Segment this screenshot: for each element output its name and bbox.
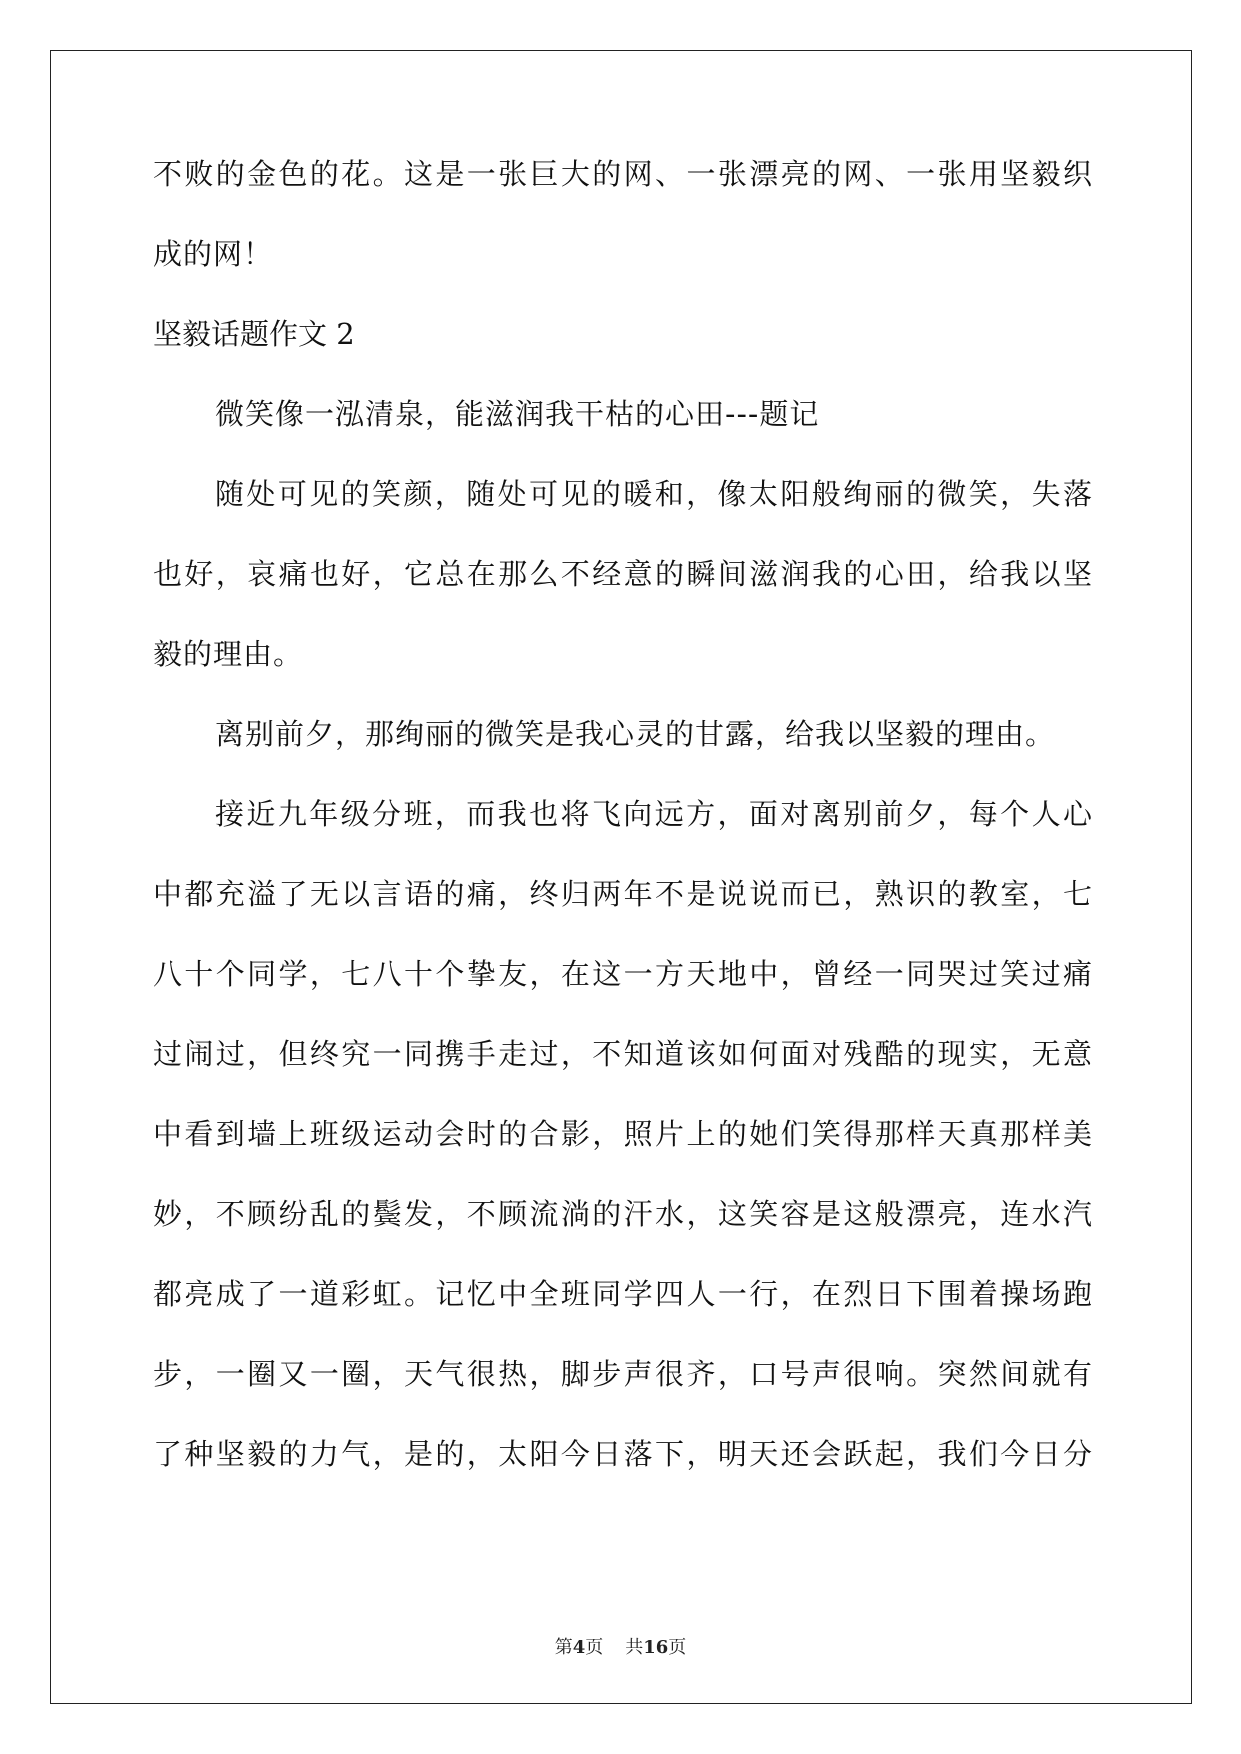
body-line-13: 中看到墙上班级运动会时的合影，照片上的她们笑得那样天真那样美 <box>153 1117 1093 1151</box>
body-line-10: 中都充溢了无以言语的痛，终归两年不是说说而已，熟识的教室，七 <box>153 877 1093 911</box>
body-line-7: 毅的理由。 <box>153 637 304 671</box>
body-line-14: 妙，不顾纷乱的鬓发，不顾流淌的汗水，这笑容是这般漂亮，连水汽 <box>153 1197 1093 1231</box>
section-heading: 坚毅话题作文 2 <box>153 317 355 351</box>
body-line-8: 离别前夕，那绚丽的微笑是我心灵的甘露，给我以坚毅的理由。 <box>215 717 1056 751</box>
body-line-5: 随处可见的笑颜，随处可见的暖和，像太阳般绚丽的微笑，失落 <box>215 477 1093 511</box>
epigraph-line: 微笑像一泓清泉，能滋润我干枯的心田---题记 <box>215 397 820 431</box>
footer-page-total: 16 <box>643 1637 669 1658</box>
body-line-2: 成的网！ <box>153 237 274 271</box>
footer-page-current: 4 <box>572 1637 586 1658</box>
body-line-1: 不败的金色的花。这是一张巨大的网、一张漂亮的网、一张用坚毅织 <box>153 157 1093 191</box>
footer-total-prefix: 共 <box>625 1637 644 1658</box>
footer-total-suffix: 页 <box>668 1637 687 1658</box>
body-line-15: 都亮成了一道彩虹。记忆中全班同学四人一行，在烈日下围着操场跑 <box>153 1277 1093 1311</box>
body-line-12: 过闹过，但终究一同携手走过，不知道该如何面对残酷的现实，无意 <box>153 1037 1093 1071</box>
page-footer <box>0 1636 1241 1660</box>
body-line-16: 步，一圈又一圈，天气很热，脚步声很齐，口号声很响。突然间就有 <box>153 1357 1093 1391</box>
footer-page-prefix: 第 <box>554 1637 573 1658</box>
body-line-17: 了种坚毅的力气，是的，太阳今日落下，明天还会跃起，我们今日分 <box>153 1437 1093 1471</box>
body-line-9: 接近九年级分班，而我也将飞向远方，面对离别前夕，每个人心 <box>215 797 1093 831</box>
body-line-6: 也好，哀痛也好，它总在那么不经意的瞬间滋润我的心田，给我以坚 <box>153 557 1093 591</box>
body-line-11: 八十个同学，七八十个挚友，在这一方天地中，曾经一同哭过笑过痛 <box>153 957 1093 991</box>
footer-page-suffix: 页 <box>585 1637 604 1658</box>
